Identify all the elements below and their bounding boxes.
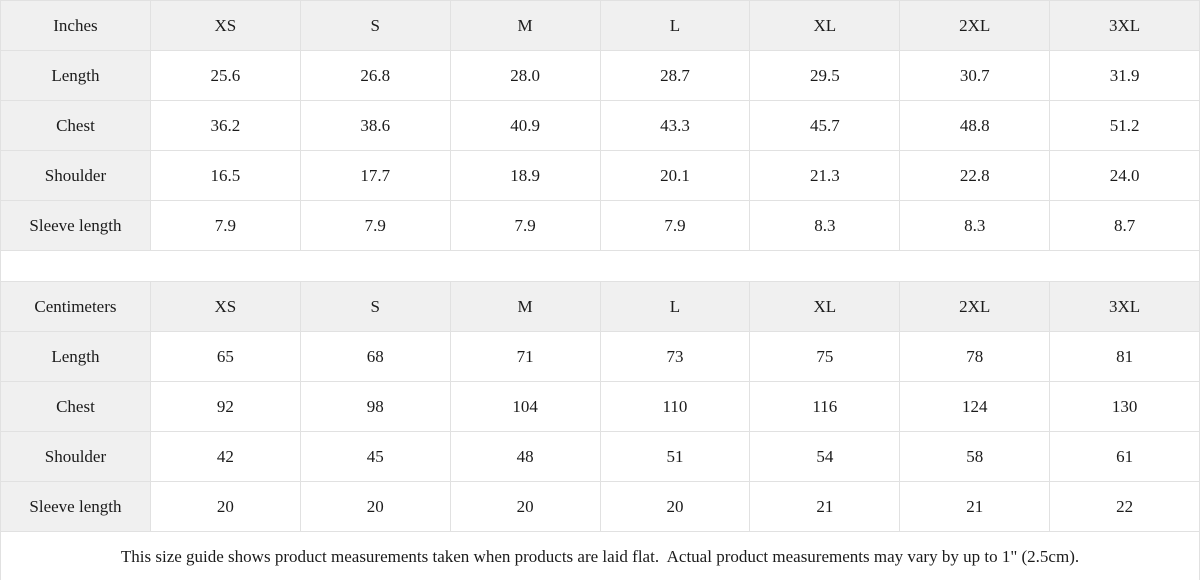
measurement-label-cell: Sleeve length	[1, 201, 151, 251]
measurement-value-cell: 7.9	[150, 201, 300, 251]
measurement-value-cell: 20	[600, 482, 750, 532]
measurement-value-cell: 20	[450, 482, 600, 532]
measurement-value-cell: 22	[1050, 482, 1200, 532]
size-column-header: M	[450, 1, 600, 51]
measurement-value-cell: 48.8	[900, 101, 1050, 151]
header-row	[1, 282, 1200, 332]
size-column-header: XL	[750, 282, 900, 332]
measurement-value-cell: 31.9	[1050, 51, 1200, 101]
measurement-value-cell: 42	[150, 432, 300, 482]
measurement-label-cell: Chest	[1, 101, 151, 151]
measurement-label-cell: Shoulder	[1, 151, 151, 201]
measurement-value-cell: 48	[450, 432, 600, 482]
measurement-value-cell: 92	[150, 382, 300, 432]
size-column-header: 3XL	[1050, 1, 1200, 51]
measurement-value-cell: 78	[900, 332, 1050, 382]
measurement-value-cell: 71	[450, 332, 600, 382]
size-column-header: 2XL	[900, 1, 1050, 51]
measurement-value-cell: 20	[300, 482, 450, 532]
measurement-value-cell: 21	[900, 482, 1050, 532]
size-column-header: XS	[150, 282, 300, 332]
measurement-value-cell: 65	[150, 332, 300, 382]
measurement-value-cell: 104	[450, 382, 600, 432]
measurement-value-cell: 26.8	[300, 51, 450, 101]
table-row	[1, 151, 1200, 201]
inches-table	[0, 0, 1200, 251]
measurement-value-cell: 38.6	[300, 101, 450, 151]
size-column-header: S	[300, 1, 450, 51]
measurement-value-cell: 8.3	[900, 201, 1050, 251]
measurement-value-cell: 98	[300, 382, 450, 432]
measurement-value-cell: 73	[600, 332, 750, 382]
measurement-label-cell: Length	[1, 332, 151, 382]
measurement-value-cell: 18.9	[450, 151, 600, 201]
measurement-value-cell: 30.7	[900, 51, 1050, 101]
measurement-value-cell: 21.3	[750, 151, 900, 201]
measurement-value-cell: 51	[600, 432, 750, 482]
measurement-value-cell: 25.6	[150, 51, 300, 101]
size-column-header: XS	[150, 1, 300, 51]
table-row	[1, 201, 1200, 251]
centimeters-table-body	[1, 282, 1200, 532]
measurement-value-cell: 51.2	[1050, 101, 1200, 151]
measurement-value-cell: 20.1	[600, 151, 750, 201]
measurement-value-cell: 124	[900, 382, 1050, 432]
measurement-value-cell: 43.3	[600, 101, 750, 151]
inches-table-body	[1, 1, 1200, 251]
measurement-value-cell: 16.5	[150, 151, 300, 201]
measurement-value-cell: 116	[750, 382, 900, 432]
measurement-value-cell: 110	[600, 382, 750, 432]
table-row	[1, 332, 1200, 382]
measurement-value-cell: 28.0	[450, 51, 600, 101]
measurement-value-cell: 45	[300, 432, 450, 482]
measurement-value-cell: 8.7	[1050, 201, 1200, 251]
size-column-header: S	[300, 282, 450, 332]
size-column-header: XL	[750, 1, 900, 51]
measurement-value-cell: 61	[1050, 432, 1200, 482]
size-guide-footnote: This size guide shows product measurements taken when products are laid flat. Actual product measurements may vary by up to 1" (2.5cm).	[0, 532, 1200, 580]
measurement-value-cell: 7.9	[300, 201, 450, 251]
table-spacer	[0, 251, 1200, 281]
unit-label-cell: Inches	[1, 1, 151, 51]
size-column-header: L	[600, 282, 750, 332]
measurement-value-cell: 7.9	[600, 201, 750, 251]
measurement-value-cell: 75	[750, 332, 900, 382]
measurement-value-cell: 21	[750, 482, 900, 532]
measurement-value-cell: 45.7	[750, 101, 900, 151]
table-row	[1, 51, 1200, 101]
size-column-header: 3XL	[1050, 282, 1200, 332]
measurement-label-cell: Chest	[1, 382, 151, 432]
measurement-label-cell: Length	[1, 51, 151, 101]
table-row	[1, 432, 1200, 482]
measurement-value-cell: 81	[1050, 332, 1200, 382]
measurement-value-cell: 58	[900, 432, 1050, 482]
table-row	[1, 101, 1200, 151]
measurement-value-cell: 54	[750, 432, 900, 482]
header-row	[1, 1, 1200, 51]
measurement-value-cell: 68	[300, 332, 450, 382]
measurement-label-cell: Shoulder	[1, 432, 151, 482]
measurement-value-cell: 17.7	[300, 151, 450, 201]
measurement-value-cell: 7.9	[450, 201, 600, 251]
table-row	[1, 382, 1200, 432]
measurement-value-cell: 20	[150, 482, 300, 532]
table-row	[1, 482, 1200, 532]
measurement-value-cell: 8.3	[750, 201, 900, 251]
measurement-value-cell: 130	[1050, 382, 1200, 432]
unit-label-cell: Centimeters	[1, 282, 151, 332]
measurement-label-cell: Sleeve length	[1, 482, 151, 532]
measurement-value-cell: 40.9	[450, 101, 600, 151]
measurement-value-cell: 36.2	[150, 101, 300, 151]
size-column-header: M	[450, 282, 600, 332]
size-column-header: 2XL	[900, 282, 1050, 332]
measurement-value-cell: 29.5	[750, 51, 900, 101]
centimeters-table	[0, 281, 1200, 532]
measurement-value-cell: 24.0	[1050, 151, 1200, 201]
size-column-header: L	[600, 1, 750, 51]
measurement-value-cell: 28.7	[600, 51, 750, 101]
measurement-value-cell: 22.8	[900, 151, 1050, 201]
